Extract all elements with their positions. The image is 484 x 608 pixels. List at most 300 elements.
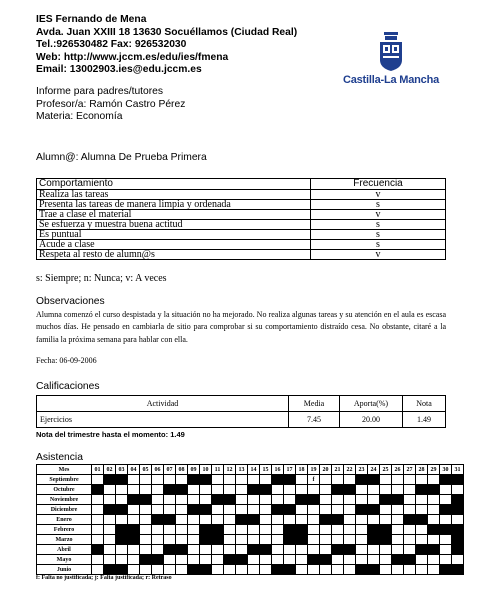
day-cell bbox=[440, 475, 452, 485]
day-cell bbox=[212, 505, 224, 515]
day-cell bbox=[440, 565, 452, 575]
day-cell bbox=[428, 475, 440, 485]
day-cell bbox=[116, 515, 128, 525]
attendance-header-row bbox=[37, 465, 464, 475]
behavior-item: Es puntual bbox=[37, 230, 311, 240]
day-cell bbox=[428, 495, 440, 505]
day-cell bbox=[272, 495, 284, 505]
month-name: Diciembre bbox=[37, 505, 92, 515]
day-cell bbox=[116, 475, 128, 485]
day-col-header: 17 bbox=[284, 465, 296, 475]
day-cell bbox=[224, 505, 236, 515]
day-cell bbox=[188, 495, 200, 505]
day-cell bbox=[452, 485, 464, 495]
table-row bbox=[37, 200, 446, 210]
day-cell bbox=[452, 525, 464, 535]
day-cell bbox=[308, 515, 320, 525]
grade-col-header: Nota bbox=[403, 396, 446, 412]
day-cell bbox=[392, 555, 404, 565]
day-cell bbox=[164, 535, 176, 545]
day-cell bbox=[320, 505, 332, 515]
day-cell bbox=[188, 545, 200, 555]
day-col-header: 01 bbox=[92, 465, 104, 475]
day-cell bbox=[272, 565, 284, 575]
day-cell bbox=[428, 505, 440, 515]
day-cell bbox=[272, 505, 284, 515]
day-cell bbox=[416, 515, 428, 525]
day-cell bbox=[308, 565, 320, 575]
day-cell bbox=[116, 565, 128, 575]
mean-col-header: Media bbox=[289, 396, 340, 412]
day-cell bbox=[284, 565, 296, 575]
day-cell bbox=[392, 525, 404, 535]
day-cell bbox=[284, 475, 296, 485]
day-cell bbox=[224, 475, 236, 485]
day-cell bbox=[104, 565, 116, 575]
day-cell bbox=[284, 515, 296, 525]
day-cell bbox=[380, 475, 392, 485]
report-info bbox=[36, 86, 185, 124]
activity-cell: Ejercicios bbox=[37, 412, 289, 428]
day-cell bbox=[212, 515, 224, 525]
day-cell bbox=[212, 525, 224, 535]
day-cell bbox=[92, 565, 104, 575]
day-cell bbox=[164, 485, 176, 495]
school-email: Email: 13002903.ies@edu.jccm.es bbox=[36, 64, 202, 75]
day-cell bbox=[260, 485, 272, 495]
day-cell bbox=[440, 545, 452, 555]
day-cell bbox=[140, 495, 152, 505]
day-cell bbox=[116, 535, 128, 545]
day-cell bbox=[380, 505, 392, 515]
day-cell bbox=[452, 475, 464, 485]
day-col-header: 11 bbox=[212, 465, 224, 475]
day-cell bbox=[236, 495, 248, 505]
day-cell bbox=[344, 565, 356, 575]
day-cell bbox=[248, 475, 260, 485]
day-cell bbox=[248, 535, 260, 545]
behavior-frequency: v bbox=[311, 190, 446, 200]
day-cell bbox=[176, 485, 188, 495]
day-cell bbox=[188, 505, 200, 515]
day-cell bbox=[116, 495, 128, 505]
day-cell bbox=[452, 565, 464, 575]
day-cell bbox=[332, 565, 344, 575]
day-cell bbox=[380, 565, 392, 575]
day-cell bbox=[92, 515, 104, 525]
day-cell bbox=[236, 515, 248, 525]
day-cell bbox=[224, 485, 236, 495]
day-cell bbox=[440, 515, 452, 525]
attendance-rows bbox=[37, 475, 464, 575]
day-col-header: 26 bbox=[392, 465, 404, 475]
day-cell bbox=[332, 545, 344, 555]
attendance-title: Asistencia bbox=[36, 452, 83, 463]
day-cell bbox=[308, 535, 320, 545]
day-cell bbox=[392, 475, 404, 485]
day-cell bbox=[248, 495, 260, 505]
crest-icon bbox=[336, 30, 446, 74]
day-cell bbox=[392, 565, 404, 575]
day-cell bbox=[236, 565, 248, 575]
day-col-header: 24 bbox=[368, 465, 380, 475]
day-cell bbox=[428, 525, 440, 535]
table-row bbox=[37, 555, 464, 565]
day-cell bbox=[452, 535, 464, 545]
day-col-header: 15 bbox=[260, 465, 272, 475]
day-cell bbox=[152, 565, 164, 575]
day-cell bbox=[200, 495, 212, 505]
day-cell bbox=[272, 525, 284, 535]
day-cell bbox=[104, 535, 116, 545]
day-cell bbox=[320, 515, 332, 525]
day-cell bbox=[92, 475, 104, 485]
day-cell bbox=[248, 555, 260, 565]
day-cell bbox=[188, 525, 200, 535]
table-row bbox=[37, 505, 464, 515]
day-cell bbox=[236, 535, 248, 545]
behavior-frequency: s bbox=[311, 200, 446, 210]
day-cell bbox=[356, 515, 368, 525]
day-cell bbox=[380, 525, 392, 535]
day-cell bbox=[104, 545, 116, 555]
day-col-header: 05 bbox=[140, 465, 152, 475]
day-cell bbox=[116, 525, 128, 535]
day-cell bbox=[236, 475, 248, 485]
day-cell bbox=[164, 565, 176, 575]
day-cell bbox=[200, 505, 212, 515]
day-cell bbox=[368, 485, 380, 495]
behavior-frequency: s bbox=[311, 240, 446, 250]
day-col-header: 20 bbox=[320, 465, 332, 475]
day-cell bbox=[440, 525, 452, 535]
day-cell bbox=[392, 535, 404, 545]
day-cell bbox=[188, 565, 200, 575]
day-cell bbox=[344, 505, 356, 515]
behavior-item: Acude a clase bbox=[37, 240, 311, 250]
day-cell bbox=[308, 495, 320, 505]
grades-header-row bbox=[37, 396, 446, 412]
day-cell bbox=[128, 515, 140, 525]
day-cell bbox=[224, 565, 236, 575]
day-cell bbox=[356, 505, 368, 515]
grade-cell: 1.49 bbox=[403, 412, 446, 428]
day-cell bbox=[140, 475, 152, 485]
day-cell bbox=[332, 475, 344, 485]
day-cell bbox=[404, 525, 416, 535]
day-cell bbox=[296, 485, 308, 495]
day-cell bbox=[152, 545, 164, 555]
day-cell: f bbox=[308, 475, 320, 485]
day-cell bbox=[440, 495, 452, 505]
grades-rows bbox=[37, 412, 446, 428]
day-cell bbox=[104, 495, 116, 505]
day-cell bbox=[416, 555, 428, 565]
day-cell bbox=[452, 555, 464, 565]
day-cell bbox=[416, 475, 428, 485]
day-cell bbox=[296, 475, 308, 485]
day-cell bbox=[308, 485, 320, 495]
day-cell bbox=[320, 545, 332, 555]
day-col-header: 28 bbox=[416, 465, 428, 475]
report-date: Fecha: 06-09-2006 bbox=[36, 356, 97, 365]
day-cell bbox=[380, 545, 392, 555]
day-cell bbox=[260, 555, 272, 565]
day-cell bbox=[368, 475, 380, 485]
day-col-header: 27 bbox=[404, 465, 416, 475]
table-row bbox=[37, 475, 464, 485]
weight-col-header: Aporta(%) bbox=[340, 396, 403, 412]
subject: Materia: Economía bbox=[36, 111, 123, 122]
school-phone: Tel.:926530482 Fax: 926532030 bbox=[36, 39, 187, 50]
day-cell bbox=[416, 545, 428, 555]
day-cell bbox=[392, 495, 404, 505]
day-cell bbox=[392, 545, 404, 555]
day-cell bbox=[320, 565, 332, 575]
day-cell bbox=[224, 495, 236, 505]
behavior-header-row bbox=[37, 179, 446, 190]
day-cell bbox=[344, 535, 356, 545]
day-cell bbox=[236, 555, 248, 565]
day-cell bbox=[236, 525, 248, 535]
day-cell bbox=[344, 545, 356, 555]
day-cell bbox=[380, 515, 392, 525]
day-cell bbox=[368, 545, 380, 555]
day-cell bbox=[104, 505, 116, 515]
day-cell bbox=[296, 515, 308, 525]
behavior-rows bbox=[37, 190, 446, 260]
day-cell bbox=[452, 545, 464, 555]
day-cell bbox=[356, 555, 368, 565]
behavior-table bbox=[36, 178, 446, 260]
day-col-header: 31 bbox=[452, 465, 464, 475]
day-cell bbox=[152, 485, 164, 495]
day-cell bbox=[116, 545, 128, 555]
day-cell bbox=[200, 565, 212, 575]
teacher: Profesor/a: Ramón Castro Pérez bbox=[36, 98, 186, 110]
day-cell bbox=[356, 545, 368, 555]
day-cell bbox=[176, 515, 188, 525]
day-cell bbox=[128, 565, 140, 575]
school-web: Web: http://www.jccm.es/edu/ies/fmena bbox=[36, 51, 229, 63]
day-cell bbox=[368, 555, 380, 565]
day-cell bbox=[188, 515, 200, 525]
day-cell bbox=[116, 485, 128, 495]
day-cell bbox=[104, 485, 116, 495]
day-cell bbox=[284, 525, 296, 535]
day-cell bbox=[116, 555, 128, 565]
day-cell bbox=[284, 545, 296, 555]
day-cell bbox=[428, 535, 440, 545]
day-cell bbox=[272, 515, 284, 525]
day-cell bbox=[368, 535, 380, 545]
day-cell bbox=[248, 515, 260, 525]
month-name: Junio bbox=[37, 565, 92, 575]
day-col-header: 06 bbox=[152, 465, 164, 475]
day-col-header: 02 bbox=[104, 465, 116, 475]
school-header bbox=[36, 14, 297, 77]
attendance-legend: f: Falta no justificada; j: Falta justificada; r: Retraso bbox=[36, 575, 172, 581]
day-cell bbox=[440, 535, 452, 545]
grades-table bbox=[36, 395, 446, 428]
day-col-header: 19 bbox=[308, 465, 320, 475]
day-cell bbox=[92, 505, 104, 515]
day-cell bbox=[164, 475, 176, 485]
day-cell bbox=[332, 525, 344, 535]
day-cell bbox=[356, 485, 368, 495]
grades-title: Calificaciones bbox=[36, 381, 100, 392]
day-cell bbox=[128, 535, 140, 545]
day-cell bbox=[260, 505, 272, 515]
day-cell bbox=[320, 525, 332, 535]
behavior-item: Se esfuerza y muestra buena actitud bbox=[37, 220, 311, 230]
day-cell bbox=[176, 535, 188, 545]
day-cell bbox=[188, 485, 200, 495]
day-cell bbox=[248, 565, 260, 575]
day-col-header: 14 bbox=[248, 465, 260, 475]
table-row bbox=[37, 240, 446, 250]
day-cell bbox=[284, 485, 296, 495]
day-cell bbox=[404, 505, 416, 515]
day-cell bbox=[188, 475, 200, 485]
day-cell bbox=[236, 545, 248, 555]
day-cell bbox=[272, 555, 284, 565]
day-cell bbox=[236, 505, 248, 515]
day-cell bbox=[368, 525, 380, 535]
day-cell bbox=[140, 555, 152, 565]
behavior-frequency: s bbox=[311, 220, 446, 230]
day-cell bbox=[428, 545, 440, 555]
day-cell bbox=[392, 485, 404, 495]
day-cell bbox=[296, 545, 308, 555]
frequency-legend: s: Siempre; n: Nunca; v: A veces bbox=[36, 273, 167, 284]
table-row bbox=[37, 485, 464, 495]
day-col-header: 12 bbox=[224, 465, 236, 475]
day-cell bbox=[128, 525, 140, 535]
day-cell bbox=[452, 495, 464, 505]
day-cell bbox=[92, 555, 104, 565]
day-cell bbox=[164, 525, 176, 535]
month-name: Enero bbox=[37, 515, 92, 525]
table-row bbox=[37, 535, 464, 545]
day-cell bbox=[284, 555, 296, 565]
day-cell bbox=[416, 565, 428, 575]
day-cell bbox=[404, 545, 416, 555]
behavior-item: Trae a clase el material bbox=[37, 210, 311, 220]
day-cell bbox=[332, 555, 344, 565]
day-cell bbox=[212, 555, 224, 565]
day-cell bbox=[128, 495, 140, 505]
day-col-header: 30 bbox=[440, 465, 452, 475]
day-cell bbox=[344, 475, 356, 485]
day-cell bbox=[284, 495, 296, 505]
castilla-la-mancha-logo bbox=[336, 30, 446, 92]
day-cell bbox=[356, 535, 368, 545]
day-cell bbox=[272, 545, 284, 555]
day-cell bbox=[404, 485, 416, 495]
day-col-header: 07 bbox=[164, 465, 176, 475]
day-cell bbox=[140, 505, 152, 515]
day-cell bbox=[416, 535, 428, 545]
behavior-item: Presenta las tareas de manera limpia y ordenada bbox=[37, 200, 311, 210]
day-cell bbox=[356, 475, 368, 485]
day-cell bbox=[224, 545, 236, 555]
day-cell bbox=[200, 485, 212, 495]
day-col-header: 09 bbox=[188, 465, 200, 475]
table-row bbox=[37, 250, 446, 260]
day-cell bbox=[104, 475, 116, 485]
day-cell bbox=[152, 555, 164, 565]
day-cell bbox=[116, 505, 128, 515]
day-cell bbox=[92, 495, 104, 505]
day-cell bbox=[308, 505, 320, 515]
month-name: Octubre bbox=[37, 485, 92, 495]
day-cell bbox=[320, 495, 332, 505]
day-cell bbox=[428, 555, 440, 565]
day-cell bbox=[152, 525, 164, 535]
day-cell bbox=[200, 475, 212, 485]
day-cell bbox=[200, 555, 212, 565]
day-cell bbox=[404, 555, 416, 565]
day-cell bbox=[176, 525, 188, 535]
day-cell bbox=[224, 535, 236, 545]
school-address: Avda. Juan XXIII 18 13630 Socuéllamos (Ciudad Real) bbox=[36, 26, 298, 38]
day-col-header: 25 bbox=[380, 465, 392, 475]
table-row bbox=[37, 190, 446, 200]
behavior-frequency: v bbox=[311, 210, 446, 220]
day-cell bbox=[440, 555, 452, 565]
day-cell bbox=[440, 485, 452, 495]
day-cell bbox=[176, 505, 188, 515]
month-name: Septiembre bbox=[37, 475, 92, 485]
day-cell bbox=[260, 525, 272, 535]
day-col-header: 23 bbox=[356, 465, 368, 475]
report-title: Informe para padres/tutores bbox=[36, 86, 164, 97]
day-cell bbox=[104, 555, 116, 565]
day-cell bbox=[344, 515, 356, 525]
day-cell bbox=[176, 555, 188, 565]
month-name: Mayo bbox=[37, 555, 92, 565]
day-cell bbox=[296, 565, 308, 575]
day-cell bbox=[332, 515, 344, 525]
table-row bbox=[37, 515, 464, 525]
day-cell bbox=[404, 535, 416, 545]
day-col-header: 18 bbox=[296, 465, 308, 475]
day-cell bbox=[92, 485, 104, 495]
day-cell bbox=[308, 545, 320, 555]
day-cell bbox=[368, 505, 380, 515]
day-cell bbox=[344, 485, 356, 495]
day-cell bbox=[92, 525, 104, 535]
table-row bbox=[37, 230, 446, 240]
day-cell bbox=[140, 515, 152, 525]
day-cell bbox=[320, 535, 332, 545]
day-cell bbox=[272, 475, 284, 485]
day-cell bbox=[320, 555, 332, 565]
day-cell bbox=[380, 495, 392, 505]
day-cell bbox=[284, 535, 296, 545]
day-col-header: 16 bbox=[272, 465, 284, 475]
day-cell bbox=[344, 525, 356, 535]
month-col-header: Mes bbox=[37, 465, 92, 475]
day-cell bbox=[416, 505, 428, 515]
day-cell bbox=[128, 485, 140, 495]
table-row bbox=[37, 210, 446, 220]
day-cell bbox=[164, 495, 176, 505]
day-cell bbox=[416, 495, 428, 505]
term-grade: Nota del trimestre hasta el momento: 1.49 bbox=[36, 430, 185, 439]
day-cell bbox=[380, 535, 392, 545]
